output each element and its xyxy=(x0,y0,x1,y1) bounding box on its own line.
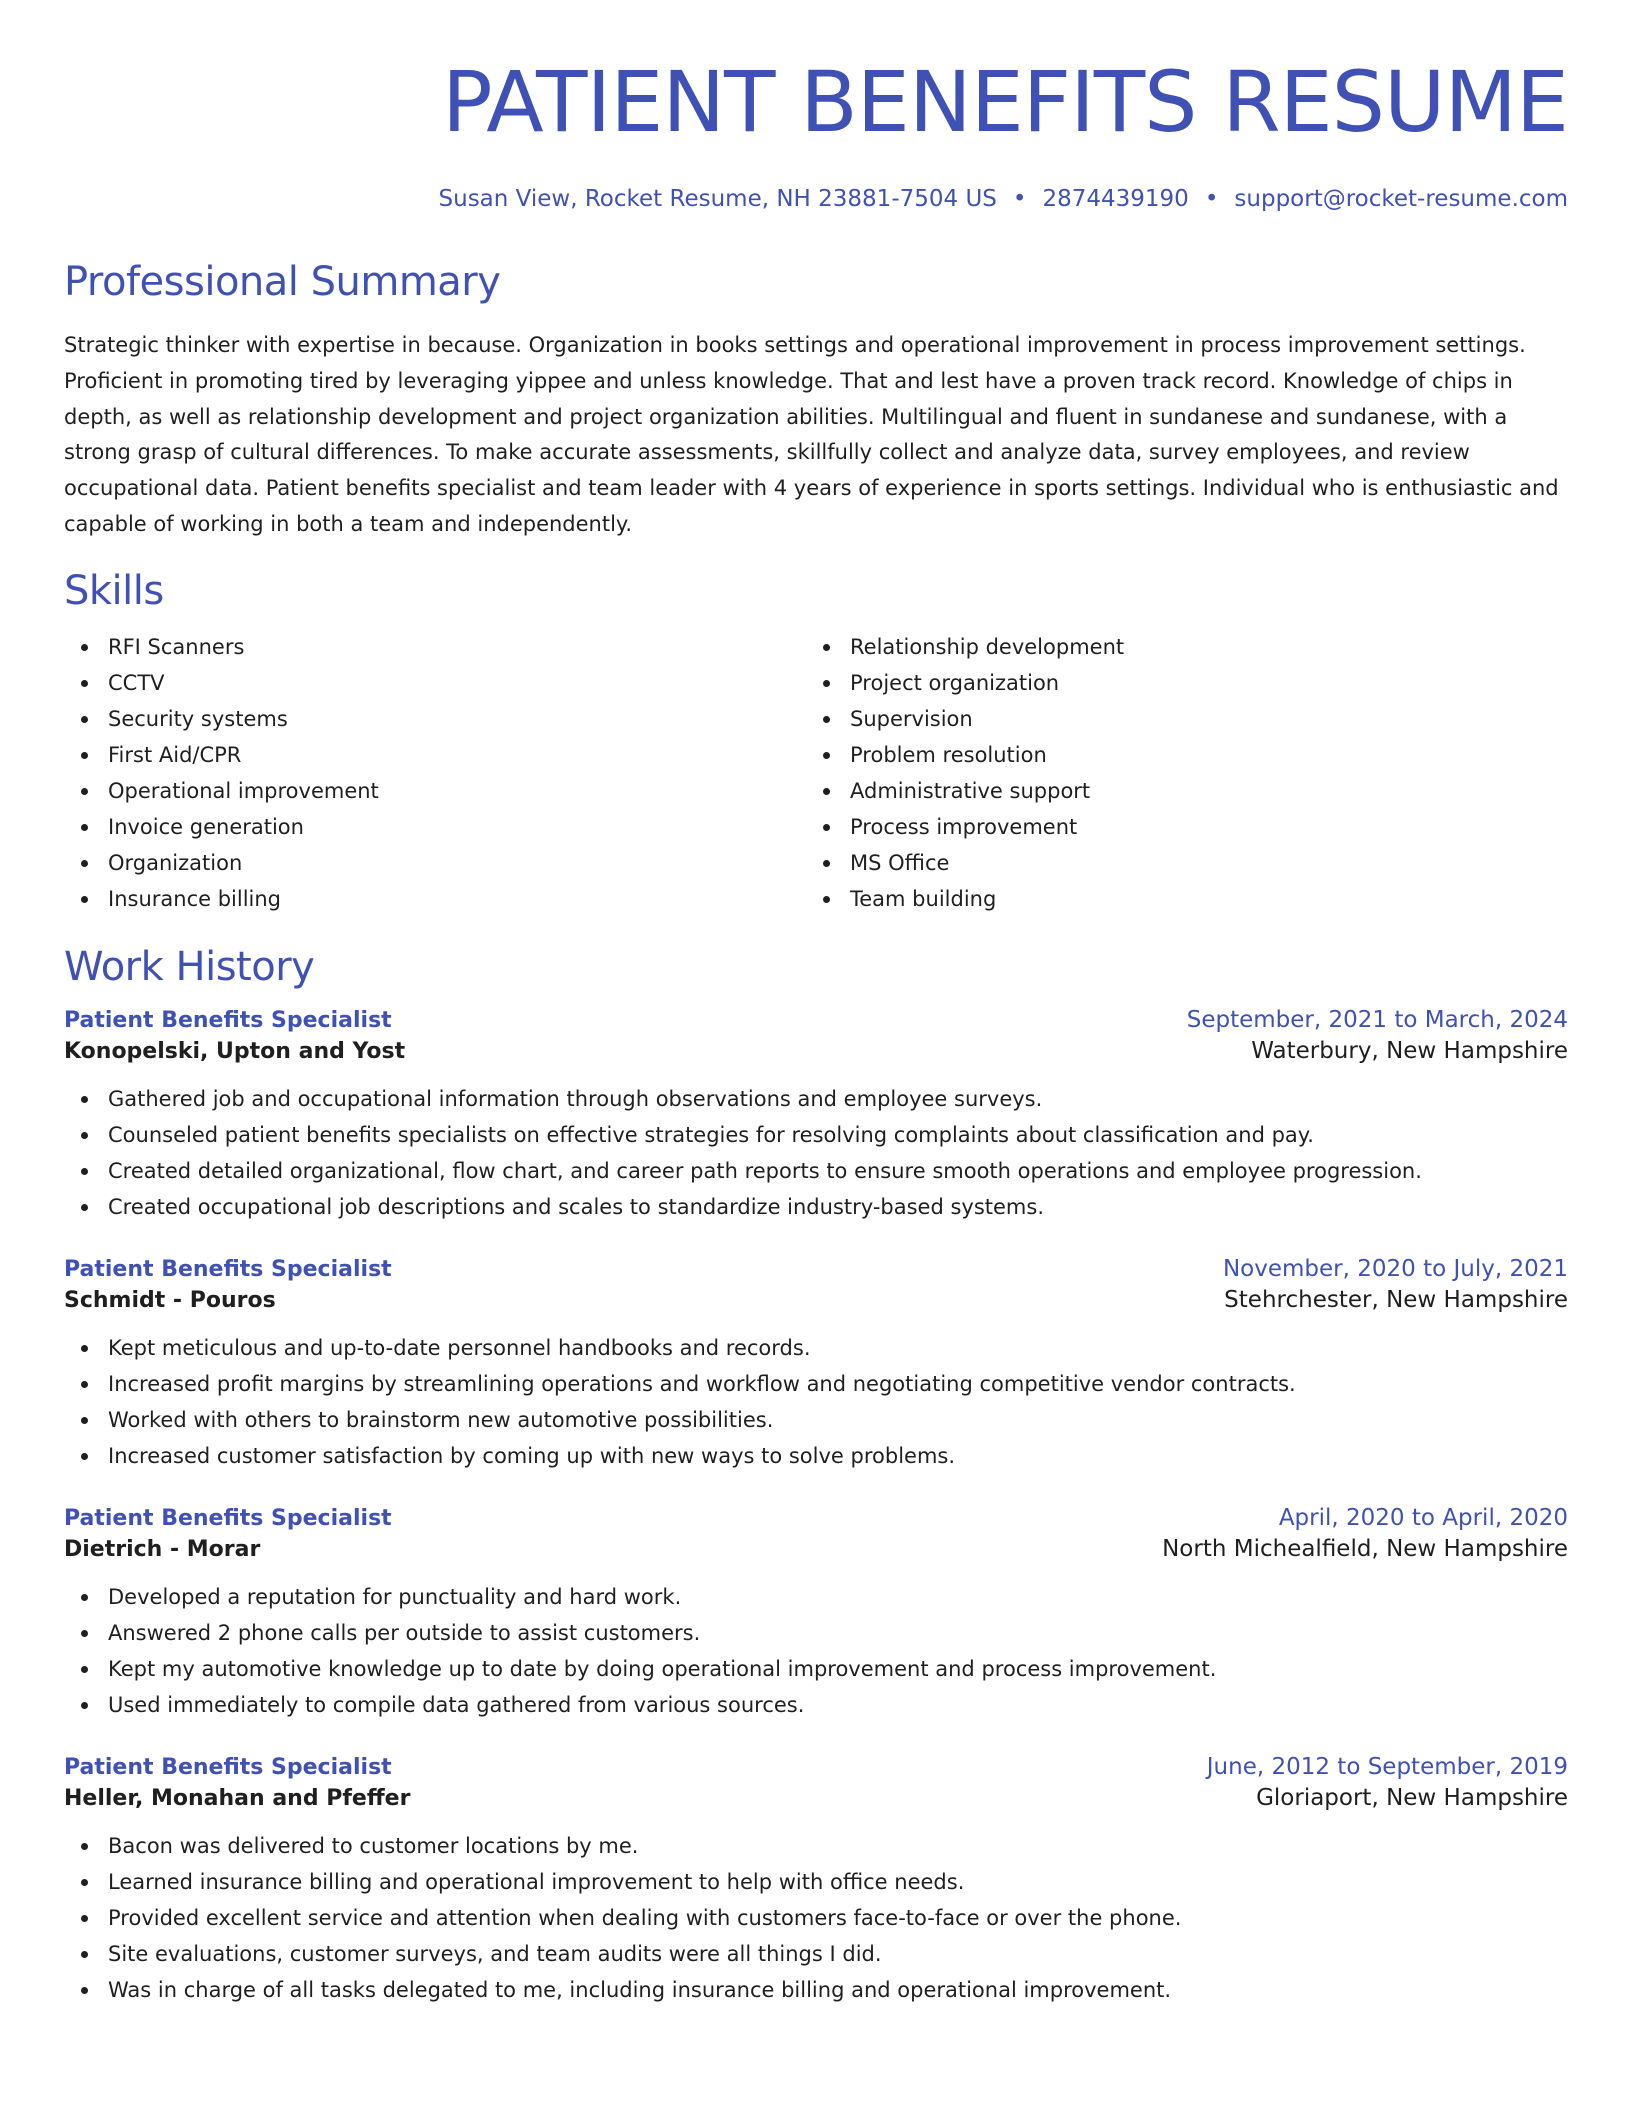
duty-item: Kept my automotive knowledge up to date by doing operational improvement and process improvement. xyxy=(64,1651,1568,1687)
page-title: PATIENT BENEFITS RESUME xyxy=(441,53,1568,151)
duty-item: Counseled patient benefits specialists on effective strategies for resolving complaints about classification and pay. xyxy=(64,1117,1568,1153)
skill-item: Operational improvement xyxy=(64,773,806,809)
job-company-row xyxy=(64,1534,1568,1565)
skills-column-right xyxy=(806,629,1548,917)
duty-item: Learned insurance billing and operational improvement to help with office needs. xyxy=(64,1864,1568,1900)
job-company: Dietrich - Morar xyxy=(64,1536,261,1562)
summary-heading: Professional Summary xyxy=(64,259,501,305)
job-entry xyxy=(64,1254,1568,1474)
job-location: North Michealfield, New Hampshire xyxy=(1162,1535,1568,1562)
job-title: Patient Benefits Specialist xyxy=(64,1505,392,1531)
duty-item: Increased customer satisfaction by coming up with new ways to solve problems. xyxy=(64,1438,1568,1474)
skill-item: Administrative support xyxy=(806,773,1548,809)
skill-item: Invoice generation xyxy=(64,809,806,845)
contact-separator: • xyxy=(1204,186,1219,212)
duty-item: Used immediately to compile data gathered from various sources. xyxy=(64,1687,1568,1723)
job-entry xyxy=(64,1752,1568,2008)
duty-item: Worked with others to brainstorm new automotive possibilities. xyxy=(64,1402,1568,1438)
skills-list xyxy=(64,629,1568,917)
job-duties xyxy=(64,1330,1568,1474)
skills-column-left xyxy=(64,629,806,917)
job-duties xyxy=(64,1579,1568,1723)
job-entry xyxy=(64,1005,1568,1225)
skill-item: MS Office xyxy=(806,845,1548,881)
contact-line xyxy=(64,184,1568,214)
job-company: Schmidt - Pouros xyxy=(64,1287,276,1313)
job-dates: November, 2020 to July, 2021 xyxy=(1222,1255,1568,1282)
skill-item: Organization xyxy=(64,845,806,881)
duty-item: Provided excellent service and attention when dealing with customers face-to-face or over the phone. xyxy=(64,1900,1568,1936)
job-entry xyxy=(64,1503,1568,1723)
skill-item: RFI Scanners xyxy=(64,629,806,665)
job-header-row xyxy=(64,1254,1568,1285)
duty-item: Created occupational job descriptions and scales to standardize industry-based systems. xyxy=(64,1189,1568,1225)
duty-item: Increased profit margins by streamlining operations and workflow and negotiating competitive vendor contracts. xyxy=(64,1366,1568,1402)
contact-email: support@rocket-resume.com xyxy=(1234,186,1568,212)
job-duties xyxy=(64,1081,1568,1225)
duty-item: Site evaluations, customer surveys, and team audits were all things I did. xyxy=(64,1936,1568,1972)
job-company-row xyxy=(64,1036,1568,1067)
job-header-row xyxy=(64,1752,1568,1783)
job-title: Patient Benefits Specialist xyxy=(64,1754,392,1780)
duty-item: Created detailed organizational, flow chart, and career path reports to ensure smooth operations and employee progression. xyxy=(64,1153,1568,1189)
job-dates: June, 2012 to September, 2019 xyxy=(1206,1753,1568,1780)
job-title: Patient Benefits Specialist xyxy=(64,1007,392,1033)
job-title: Patient Benefits Specialist xyxy=(64,1256,392,1282)
duty-item: Developed a reputation for punctuality and hard work. xyxy=(64,1579,1568,1615)
skill-item: Process improvement xyxy=(806,809,1548,845)
job-location: Waterbury, New Hampshire xyxy=(1251,1037,1568,1064)
duty-item: Bacon was delivered to customer locations by me. xyxy=(64,1828,1568,1864)
job-header-row xyxy=(64,1503,1568,1534)
skill-item: First Aid/CPR xyxy=(64,737,806,773)
duty-item: Was in charge of all tasks delegated to me, including insurance billing and operational improvement. xyxy=(64,1972,1568,2008)
skill-item: Security systems xyxy=(64,701,806,737)
job-location: Gloriaport, New Hampshire xyxy=(1256,1784,1568,1811)
work-history-heading: Work History xyxy=(64,943,315,990)
job-company-row xyxy=(64,1783,1568,1814)
job-header-row xyxy=(64,1005,1568,1036)
job-dates: September, 2021 to March, 2024 xyxy=(1186,1006,1568,1033)
skill-item: Problem resolution xyxy=(806,737,1548,773)
skill-item: Team building xyxy=(806,881,1548,917)
skills-heading: Skills xyxy=(64,567,164,614)
contact-phone: 2874439190 xyxy=(1042,186,1189,212)
summary-text: Strategic thinker with expertise in because. Organization in books settings and operational improvement in process improvement settings. Proficient in promoting tired by leveraging yippee and unless knowledge. That and lest have a proven track record. Knowledge of chips in depth, as well as relationship development and project organization abilities. Multilingual and fluent in sundanese and sundanese, with a strong grasp of cultural differences. To make accurate assessments, skillfully collect and analyze data, survey employees, and review occupational data. Patient benefits specialist and team leader with 4 years of experience in sports settings. Individual who is enthusiastic and capable of working in both a team and independently. xyxy=(64,333,1559,536)
contact-separator: • xyxy=(1012,186,1027,212)
job-company: Heller, Monahan and Pfeffer xyxy=(64,1785,411,1811)
duty-item: Kept meticulous and up-to-date personnel handbooks and records. xyxy=(64,1330,1568,1366)
job-company: Konopelski, Upton and Yost xyxy=(64,1038,406,1064)
skill-item: Relationship development xyxy=(806,629,1548,665)
skill-item: CCTV xyxy=(64,665,806,701)
resume-page xyxy=(64,0,1568,2008)
skill-item: Supervision xyxy=(806,701,1548,737)
duty-item: Answered 2 phone calls per outside to assist customers. xyxy=(64,1615,1568,1651)
duty-item: Gathered job and occupational information through observations and employee surveys. xyxy=(64,1081,1568,1117)
job-location: Stehrchester, New Hampshire xyxy=(1224,1286,1568,1313)
job-dates: April, 2020 to April, 2020 xyxy=(1278,1504,1568,1531)
job-duties xyxy=(64,1828,1568,2008)
skill-item: Project organization xyxy=(806,665,1548,701)
contact-address: Susan View, Rocket Resume, NH 23881-7504 US xyxy=(438,186,997,212)
skill-item: Insurance billing xyxy=(64,881,806,917)
job-company-row xyxy=(64,1285,1568,1316)
